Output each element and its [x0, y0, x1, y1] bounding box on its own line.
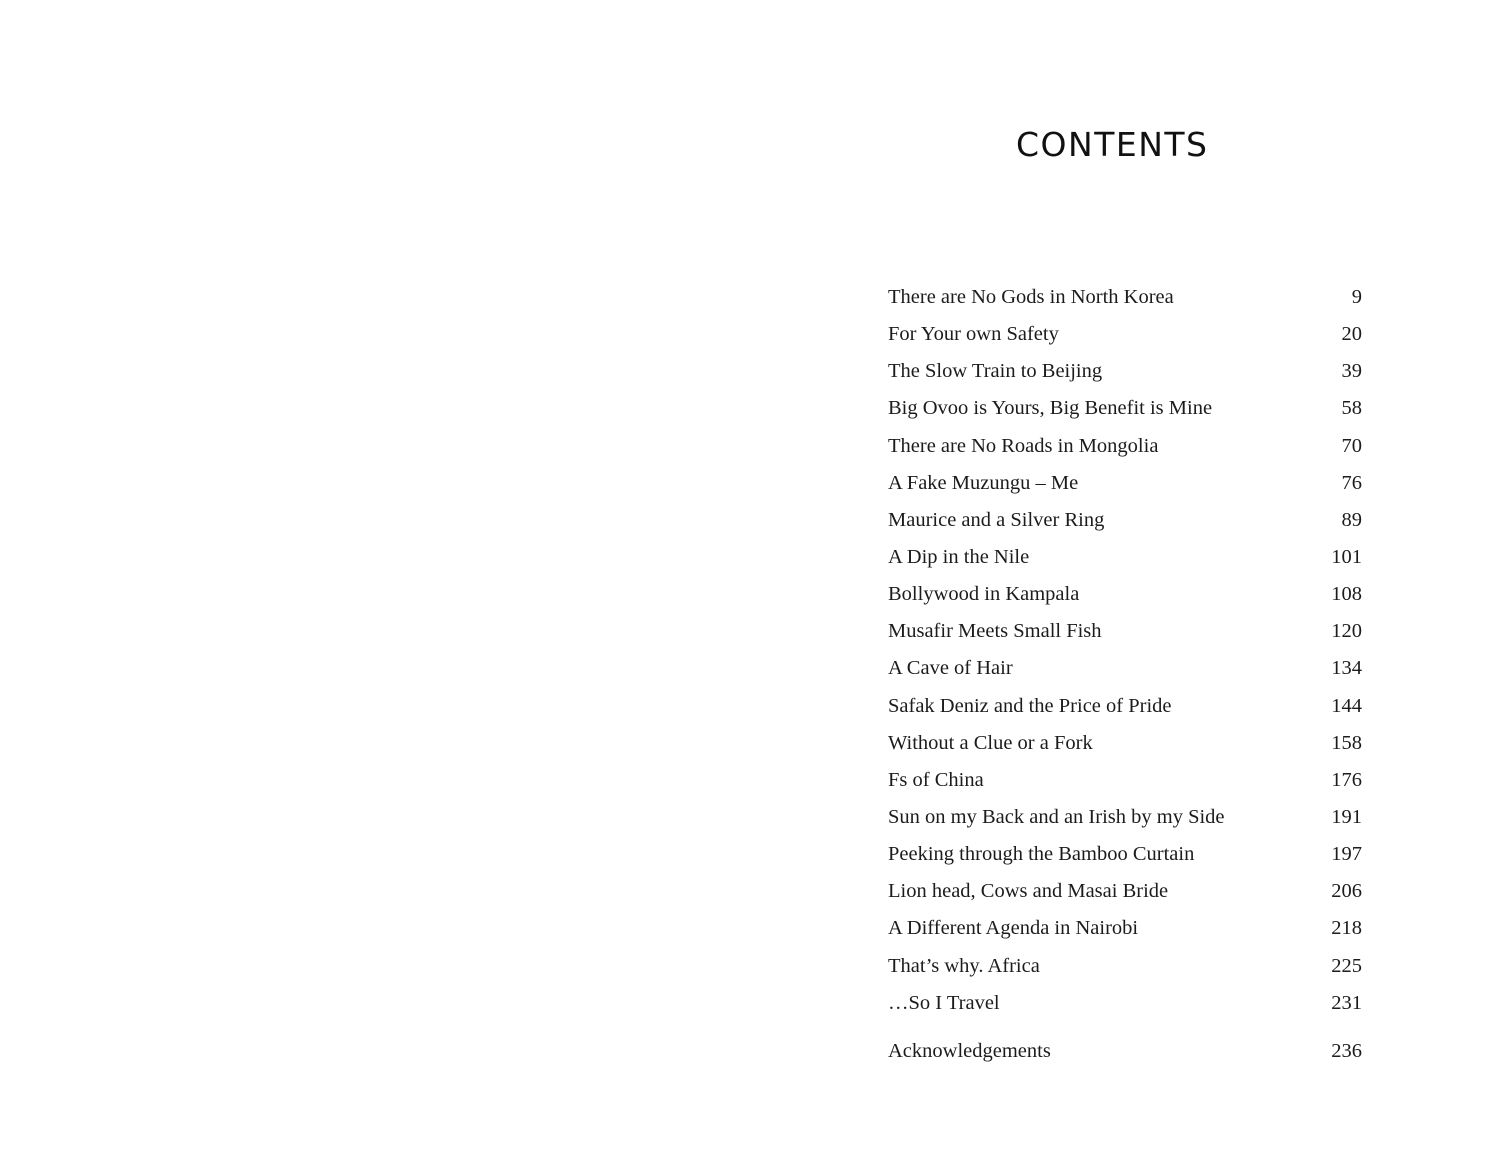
toc-entry — [888, 353, 1362, 390]
toc-entry — [888, 316, 1362, 353]
entry-page-number: 101 — [1331, 545, 1362, 568]
entry-page-number: 191 — [1331, 805, 1362, 828]
entry-page-number: 39 — [1341, 360, 1362, 383]
toc-entry-acknowledgements — [888, 1033, 1362, 1070]
entry-title: Fs of China — [888, 768, 984, 791]
toc-entry — [888, 948, 1362, 985]
entry-page-number: 176 — [1331, 768, 1362, 791]
entry-page-number: 144 — [1331, 694, 1362, 717]
page-title: CONTENTS — [1016, 125, 1209, 164]
entry-title: There are No Roads in Mongolia — [888, 434, 1159, 457]
entry-page-number: 206 — [1331, 880, 1362, 903]
entry-title: Peeking through the Bamboo Curtain — [888, 843, 1195, 866]
entry-page-number: 20 — [1341, 323, 1362, 346]
entry-title: A Dip in the Nile — [888, 545, 1030, 568]
entry-page-number: 225 — [1331, 954, 1362, 977]
entry-title: Musafir Meets Small Fish — [888, 620, 1102, 643]
entry-page-number: 108 — [1331, 583, 1362, 606]
toc-entry — [888, 873, 1362, 910]
entry-title: A Different Agenda in Nairobi — [888, 917, 1139, 940]
toc-entry — [888, 428, 1362, 465]
entry-title: Sun on my Back and an Irish by my Side — [888, 805, 1225, 828]
toc-entry — [888, 539, 1362, 576]
entry-page-number: 236 — [1331, 1039, 1362, 1062]
entry-title: Bollywood in Kampala — [888, 583, 1080, 606]
entry-title: For Your own Safety — [888, 323, 1059, 346]
toc-entry — [888, 725, 1362, 762]
entry-page-number: 158 — [1331, 731, 1362, 754]
toc-entry — [888, 502, 1362, 539]
contents-page — [750, 0, 1500, 1159]
entry-page-number: 89 — [1341, 508, 1362, 531]
entry-page-number: 70 — [1341, 434, 1362, 457]
toc-entry — [888, 279, 1362, 316]
entry-page-number: 218 — [1331, 917, 1362, 940]
entry-title: A Cave of Hair — [888, 657, 1013, 680]
entry-title: Lion head, Cows and Masai Bride — [888, 880, 1169, 903]
entry-title: The Slow Train to Beijing — [888, 360, 1103, 383]
toc-entry — [888, 465, 1362, 502]
toc-entry — [888, 985, 1362, 1022]
entry-page-number: 134 — [1331, 657, 1362, 680]
entry-title: Without a Clue or a Fork — [888, 731, 1093, 754]
entry-page-number: 120 — [1331, 620, 1362, 643]
toc-entry — [888, 650, 1362, 687]
toc-entry — [888, 613, 1362, 650]
table-of-contents — [888, 279, 1362, 1070]
entry-title: A Fake Muzungu – Me — [888, 471, 1079, 494]
toc-entry — [888, 910, 1362, 947]
entry-page-number: 76 — [1341, 471, 1362, 494]
entry-title: That’s why. Africa — [888, 954, 1040, 977]
toc-entry — [888, 576, 1362, 613]
toc-entry — [888, 799, 1362, 836]
entry-page-number: 197 — [1331, 843, 1362, 866]
toc-entry — [888, 762, 1362, 799]
toc-entry — [888, 836, 1362, 873]
entry-title: Safak Deniz and the Price of Pride — [888, 694, 1172, 717]
entry-page-number: 9 — [1351, 286, 1362, 308]
toc-entry — [888, 688, 1362, 725]
entry-title: Maurice and a Silver Ring — [888, 508, 1105, 531]
entry-title: Acknowledgements — [888, 1039, 1051, 1062]
entry-page-number: 231 — [1331, 991, 1362, 1014]
entry-page-number: 58 — [1341, 397, 1362, 420]
entry-title: …So I Travel — [888, 991, 1000, 1014]
toc-entry — [888, 390, 1362, 427]
entry-title: Big Ovoo is Yours, Big Benefit is Mine — [888, 397, 1213, 420]
entry-title: There are No Gods in North Korea — [888, 286, 1174, 308]
